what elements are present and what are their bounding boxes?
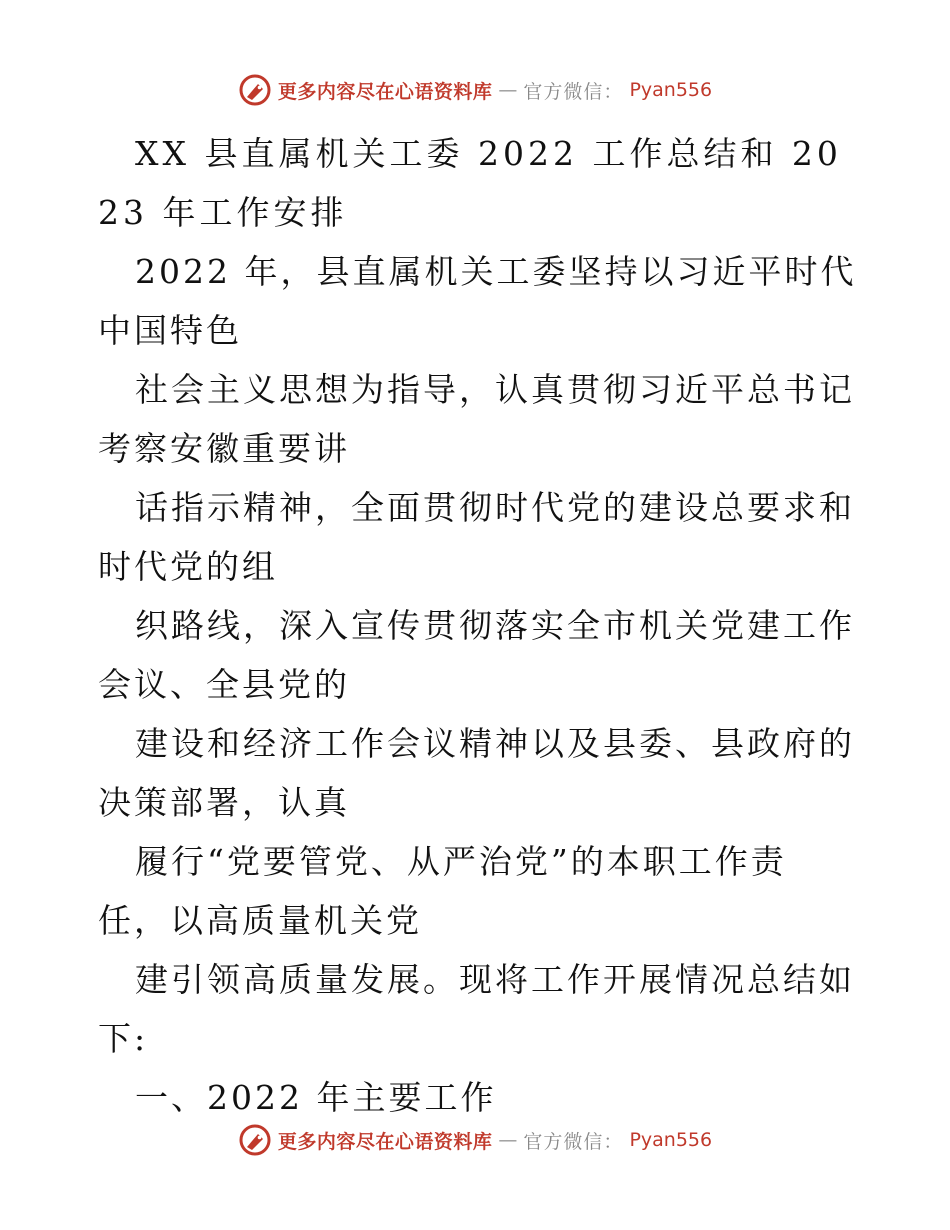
paragraph-1: 2022 年，县直属机关工委坚持以习近平时代中国特色 [98, 252, 857, 350]
watermark-main-text: 更多内容尽在心语资料库 [277, 80, 493, 103]
watermark-main-text: 更多内容尽在心语资料库 [277, 1130, 493, 1153]
document-body [98, 124, 858, 1127]
paragraph-2: 社会主义思想为指导，认真贯彻习近平总书记考察安徽重要讲 [98, 370, 855, 468]
pen-nib-logo-icon [238, 73, 272, 107]
watermark-label: 官方微信： [523, 1130, 624, 1153]
document-title: XX 县直属机关工委 2022 工作总结和 2023 年工作安排 [98, 134, 842, 232]
paragraph-4: 织路线，深入宣传贯彻落实全市机关党建工作会议、全县党的 [98, 606, 855, 704]
watermark-wechat-id: Pyan556 [629, 1129, 713, 1151]
section-heading: 一、2022 年主要工作 [135, 1078, 497, 1117]
paragraph-6: 履行“党要管党、从严治党”的本职工作责任，以高质量机关党 [98, 842, 787, 940]
watermark-label: 官方微信： [523, 80, 624, 103]
watermark-dash: — [498, 1129, 518, 1151]
paragraph-3: 话指示精神，全面贯彻时代党的建设总要求和时代党的组 [98, 488, 855, 586]
watermark-dash: — [498, 79, 518, 101]
header-watermark [0, 70, 950, 110]
watermark-wechat-id: Pyan556 [629, 79, 713, 101]
pen-nib-logo-icon [238, 1123, 272, 1157]
paragraph-7: 建引领高质量发展。现将工作开展情况总结如下: [98, 960, 855, 1058]
footer-watermark [0, 1120, 950, 1160]
paragraph-5: 建设和经济工作会议精神以及县委、县政府的决策部署，认真 [98, 724, 855, 822]
